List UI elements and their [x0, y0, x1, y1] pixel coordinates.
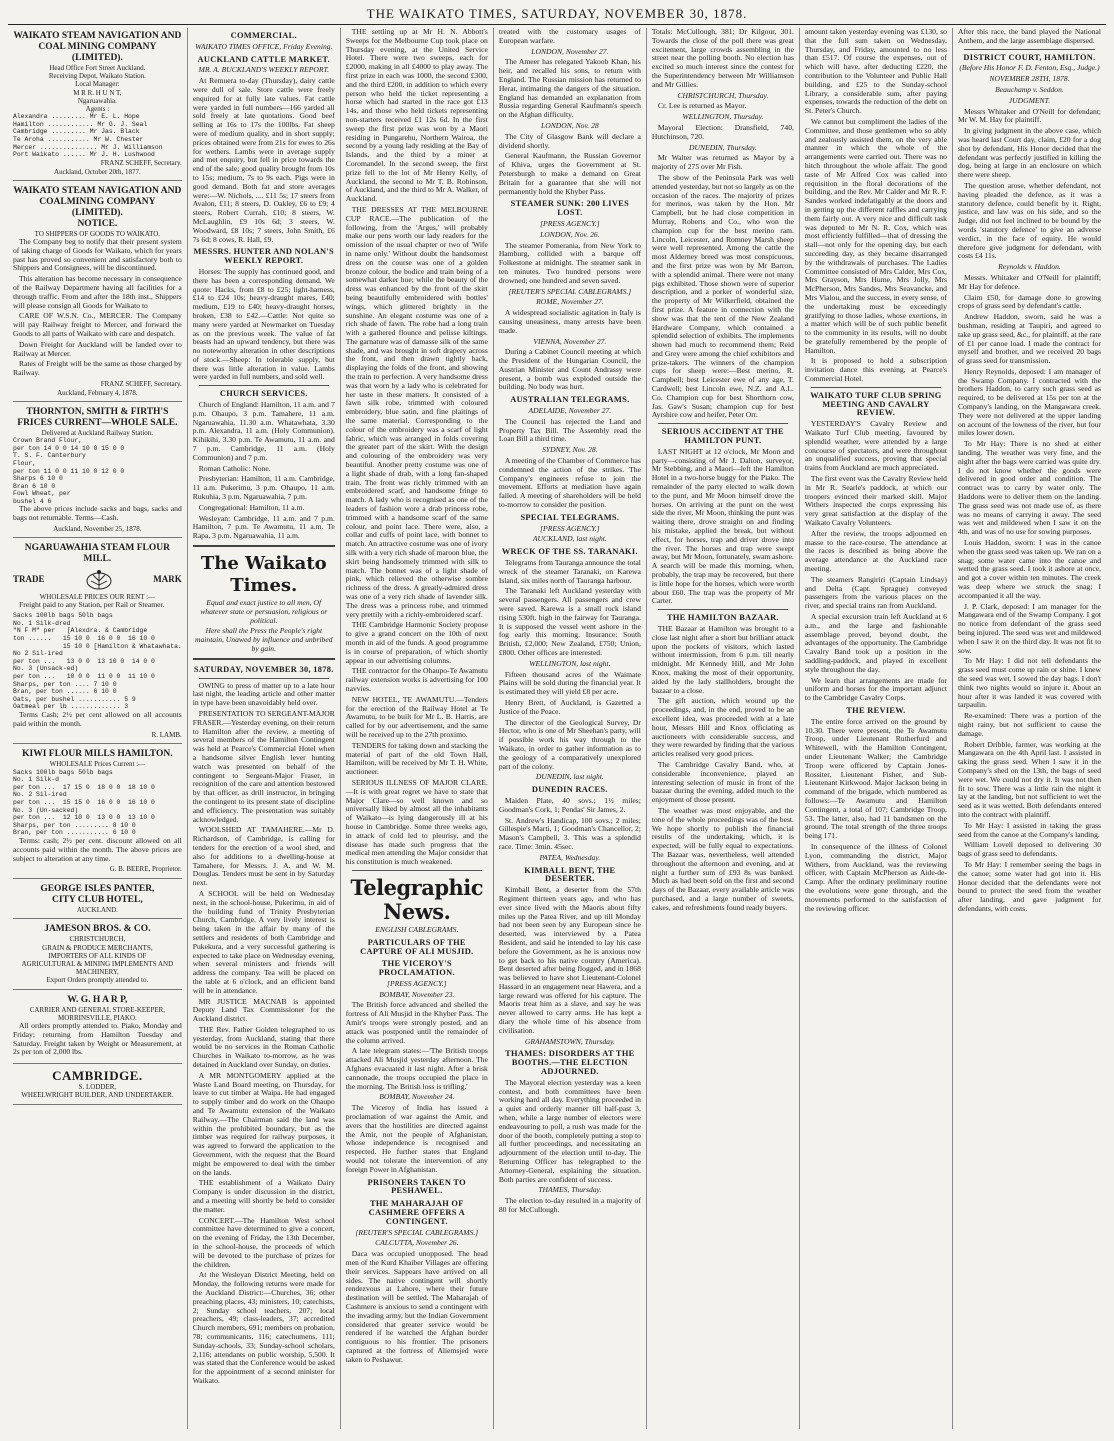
ad-line: Auckland, October 20th, 1877. [54, 167, 141, 176]
ad-subtitle: TO SHIPPERS OF GOODS TO WAIKATO. [34, 229, 161, 238]
ad-line: Te Aroha ........... Mr W. Chester [13, 136, 144, 143]
article-paragraph: We learn that arrangements are made for uniform and horses for the important adjunct to the Cambridge Cavalry Corps. [804, 675, 947, 703]
article-paragraph: The gift auction, which wound up the proceedings, and, in the end, proved to be an excellent idea, was proceeded with at a late hour, Messrs Hill and Knox officiating as auctioneers with considerable success, and they were rewarded by finding that the various articles realised very good prices. [651, 696, 794, 759]
ad-text: CARE OF W.S.N. Co., MERCER. The Company will pay Railway freight to Mercer, and forward the Goods to all parts of Waikato with care and despatch. [13, 311, 182, 338]
article-paragraph: treated with the customary usages of European warfare. [498, 27, 641, 45]
dateline: THAMES, Thursday. [538, 1185, 602, 1195]
ad-line: Port Waikato ...... Mr J. H. Lushwood [13, 151, 155, 159]
ad-jameson-bros [13, 921, 182, 989]
dateline: BOMBAY, November 24. [379, 1092, 455, 1102]
ad-text: All orders promptly attended to. Piako, Monday and Friday; returning from Hamilton Tuesday and Saturday. Freight taken by Weight or Measurement, at 2s per ton of 2,000 lbs. [13, 1020, 182, 1057]
ad-ngaruawahia-flour-mill [13, 540, 182, 744]
masthead [8, 4, 1106, 25]
section-heading: THE VICEROY'S PROCLAMATION. [378, 959, 455, 978]
article-paragraph: amount taken yesterday evening was £130, so that the full sum taken on Wednesday, Thursday, and Friday, amounted to no less than £517. Of course the expenses, out of which will have, after deducting £220, the contribution to the Volunteer and Public Hall building, and £25 to the Sunday-school Library, a considerable sum, after paying expenses, towards the reduction of the debt on St. Peter's Church. [804, 27, 947, 116]
article-paragraph: Totals: McCullough, 381; Dr Kilgour, 301. Towards the close of the poll there was great excitement, large crowds assembling in the street near the polling booth. No election has excited so much interest since the contest for the Superintendency between Mr Williamson and Mr Gillies. [651, 27, 794, 89]
ad-subtitle: CHRISTCHURCH, [69, 935, 126, 944]
article-paragraph: Horses: The supply has continued good, and there has been a corresponding demand. We quote: Hacks, from £8 to £25; light-harness, £14 to £24 10s; heavy-draught mares, £40; medium, £19 to £40; heavy-draught horses, broken, £38 to £42.—Cattle: Not quite so many were yarded at Newmarket on Tuesday as on the previous week. The value of fat beasts had an upward tendency, but there was no noteworthy alteration in other descriptions of stock.—Sheep: In tolerable supply, but there was little alteration in value. Lambs were yarded in full numbers, and sold well. [192, 266, 335, 382]
ad-subtitle: CARRIER AND GENERAL STORE-KEEPER, [29, 1005, 166, 1014]
ad-line: AGRICULTURAL & MINING IMPLEMENTS AND MACHINERY, [21, 959, 174, 977]
section-subheading: MR. A. BUCKLAND'S WEEKLY REPORT. [198, 65, 330, 75]
divider [199, 678, 329, 679]
section-heading: PARTICULARS OF THE CAPTURE OF ALI MUSJID. [360, 937, 474, 956]
ad-line: ton ...... 15 10 0 16 0 0 16 10 0 [13, 635, 155, 643]
dateline: SYDNEY, Nov. 28. [542, 445, 598, 455]
article-paragraph: THE establishment of a Waikato Dairy Company is under discussion in the district, and a meeting will shortly be held to consider the matter. [192, 1178, 335, 1214]
newspaper-motto: Equal and exact justice to all men, Of whatever state or persuasion, religious or political. [200, 598, 328, 625]
ad-line: Bran, per ton ...... 6 10 0 [13, 688, 117, 696]
article-paragraph: Fifteen thousand acres of the Waimate Plains will be sold during the financial year. It is estimated they will yield £8 per acre. [498, 669, 641, 697]
section-subheading: [PRESS AGENCY.] [387, 978, 447, 988]
ad-signature: R. LAMB. [151, 730, 182, 739]
article-paragraph: WOOLSHED AT TAMAHERE.—Mr D. Richardson, of Cambridge, is calling for tenders for the erection of a wool shed, and also for additions to a dwelling-house at Tamahere, for Messrs. J. A. and W. M. Douglas. Tenders must be sent in by Saturday next. [192, 825, 335, 888]
ad-line: Ngaruawahia. [77, 96, 117, 105]
article-paragraph: The steamer Pomerania, from New York to Hamburg, collided with a barque off Folkestone at midnight. The steamer sank in ten minutes. Two hundred persons were drowned; one hundred and seven saved. [498, 240, 641, 285]
trademark-label: TRADE [13, 573, 45, 584]
case-title: Reynolds v. Haddon. [998, 262, 1061, 272]
divider [658, 423, 788, 424]
ad-line: Hamilton ............ Mr G. J. Seal [13, 120, 148, 128]
dateline: DUNEDIN, last night. [535, 772, 604, 782]
section-heading: AUSTRALIAN TELEGRAMS. [510, 395, 630, 405]
ad-line: No. 3 (Un-sacked) [13, 806, 79, 814]
ad-line: 15 10 0 [Hamilton & Whatawhata. [13, 642, 182, 650]
ad-text: Down Freight for Auckland will be landed over to Railway at Mercer. [13, 339, 182, 358]
article-paragraph: In consequence of the illness of Colonel Lyon, commanding the district, Major Withers, from Auckland, was the reviewing officer, with Captain McPherson as Aide-de-Camp. After the ordinary preliminary routine the evolutions were gone through, and the movements performed to the satisfaction of the reviewing officer. [804, 841, 947, 913]
ad-line: Agents : [85, 105, 110, 114]
section-heading: SERIOUS ACCIDENT AT THE HAMILTON PUNT. [661, 427, 784, 446]
dateline: DUNEDIN, Thursday. [689, 142, 757, 152]
article-paragraph: Daca was occupied unopposed. The head men of the Kurd Khaiber Villages are offering their services. Sappears have arrived on all sides. The native contingent will shortly rendezvous at Lahore, where their future destination will be settled. The Maharajah of Cashmere is anxious to send a contingent with the invading army, but the Indian Government considered that greater service would be rendered if he watched the Afghan border contiguous to his frontier. The prisoners captured at the fortress of Aliemsjed were taken to Peshawur. [345, 1249, 488, 1364]
article-paragraph: The Cambridge Cavalry Band, who, at considerable inconvenience, played an interesting selection of music in front of the bazaar during the evening, added much to the enjoyment of those present. [651, 759, 794, 805]
column-7 [953, 28, 1106, 1429]
article-paragraph: Church of England: Hamilton, 11 a.m. and 7 p.m. Ohaupo, 3 p.m. Tamahere, 11 a.m. Ngaruawahia, 11.30 a.m. Whatawhata, 3.30 p.m. Alexandra, 11 a.m. (Holy Communion). Kihikihi, 3.30 p.m. Te Awamutu, 11 a.m. and 7 p.m. Cambridge, 11 a.m. (Holy Communion) and 7 p.m. [192, 400, 335, 462]
ad-line: Bran, per ton ........... 6 10 0 [13, 829, 136, 837]
section-heading: CHURCH SERVICES. [219, 389, 308, 399]
section-subheading: (Before His Honor F. D. Fenton, Esq., Judge.) [959, 63, 1100, 73]
ad-title: W. G. H A R P, [67, 994, 128, 1005]
ad-line: per ton ... 13 0 0 13 10 0 14 0 0 [13, 657, 155, 665]
ad-line: GRAIN & PRODUCE MERCHANTS, [42, 943, 153, 952]
article-paragraph: A special excursion train left Auckland at 6 a.m., and the large and fashionable assemblage proved, beyond doubt, the advantages of the opportunity. The Cambridge Cavalry Band took up a position in the saddling-paddock, and played in excellent style throughout the day. [804, 612, 947, 674]
article-paragraph: Messrs Whitaker and O'Neill for defendant; Mr W. M. Hay for plaintiff. [957, 106, 1101, 125]
article-paragraph: The steamers Rangiriri (Captain Lindsay) and Delta (Capt. Sprague) conveyed passengers from the various places on the river, and special trains ran from Auckland. [804, 574, 947, 611]
section-subheading: JUDGMENT. [1008, 95, 1051, 105]
section-subheading: WAIKATO TIMES OFFICE, Friday Evening. [195, 41, 333, 51]
ad-line: per ton 14 0 0 14 10 0 15 0 0 [13, 444, 125, 452]
article-paragraph: A SCHOOL will be held on Wednesday next, in the school-house, Pukerimu, in aid of the building fund of Trinity Presbyterian Church, Cambridge. A very lively interest is being taken in the affair by many of the settlers and residents of both Cambridge and Pukekura, and a very successful gathering is expected to take place on Wednesday evening, when several ministers and friends will address the company. Tea will be placed on the table at 6 o'clock, and an efficient band will be in attendance. [192, 888, 335, 995]
section-subheading: [REUTER'S SPECIAL CABLEGRAMS.] [508, 286, 632, 296]
ad-line: No. 1 Silk-dred [13, 619, 71, 627]
article-paragraph: THE contractor for the Ohaupo-Te Awamutu railway extension works is advertising for 100 navvies. [345, 666, 488, 693]
ad-text: Freight paid to any Station, per Rail or Steamer. [19, 600, 165, 610]
divider [658, 609, 788, 610]
ad-text: Terms Cash; 2½ per cent allowed on all accounts paid within the month. [13, 710, 182, 728]
ad-line: Fowl Wheat, per [13, 490, 71, 498]
section-subheading: [PRESS AGENCY.] [540, 523, 600, 533]
ad-line: Head Office Fort Street Auckland. [49, 64, 146, 72]
newspaper-banner: The Waikato Times. [200, 553, 327, 597]
article-paragraph: The Mayoral election yesterday was a keen contest, and both committees have been working hard all day. Everything proceeded in a quiet and orderly manner till half-past 3, when, while a large number of electors were endeavouring to poll, a rush was made for the door of the booth, completely putting a stop to all further proceedings, and necessitating an adjournment of the election until to-day. The Returning Officer has telegraphed to the Attorney-General, explaining the situation. Both parties are confident of success. [498, 1077, 641, 1184]
article-paragraph: THE Cambridge Harmonic Society propose to give a grand concert on the 10th of next month in aid of the funds. A good programme is in course of preparation, of which shortly appear in our advertising columns. [345, 620, 488, 665]
ad-line: per ton ... 12 10 0 13 0 0 13 10 0 [13, 814, 155, 822]
article-paragraph: THE settling up at Mr H. N. Abbott's Sweeps for the Melbourne Cup took place on Thursday evening, at the United Service Hotel. There were two sweeps, each for £2000, making in all £4000 to play away. The first prize in each was 1000, the second £300, and the third £200, in addition to which every person who held the ticket representing a horse which had started in the race got £13 14s, and those who held tickets representing non-starters received £1 12s 6d. In the first sweep the first prize was won by a Maori residing in Pungarehu, Northern Wairoa, the second by a young lady residing at the Bay of Islands, and the third by a miner at Coromandel. In the second sweep, the first prize fell to the lot of Mr Henry Kelly, of Auckland, the second to Mr T. B. Robinson, of Auckland, and the third to Mr A. Walker, of Auckland. [345, 27, 488, 204]
telegraphic-news-heading: Telegraphic News. [350, 874, 484, 924]
section-heading: AUCKLAND CATTLE MARKET. [197, 54, 330, 64]
ad-title: KIWI FLOUR MILLS HAMILTON. [22, 749, 173, 760]
article-paragraph: The Ameer has relegated Yakoob Khan, his heir, and recalled his sons, to return with England. The Russian mission has returned to Herat, intimating the dangers of the situation. England has demanded an explanation from Russia regarding General Kaufmann's speech on the Afghan difficulty. [498, 57, 641, 120]
article-paragraph: To Mr Hay: I did not tell defendants the grass seed must come up rain or shine. I knew the seed was wet. I sowed the day bags. I don't think two nights would so injure it. About an hour after it was landed it was covered with tarpaulin. [957, 656, 1101, 710]
ad-line: No. 3 (Unsack-ed) [13, 665, 79, 673]
section-heading: COMMERCIAL. [230, 31, 297, 40]
ad-line: "N F M" per [Alexdra. & Cambridge [13, 627, 148, 635]
article-paragraph: The entire force arrived on the ground by 10.30. There were present, the Te Awamutu Troop, under Lieutenant Rutherfurd and Whitewell, with the Hamilton Contingent, under Lieutenant Walker; the Cambridge Troop were officered by Captain Jones-Rossiter, Lieutenant Fisher, and Sub-Lieutenant Kirkwood. Major Jackson being in command of the brigade, which numbered as follows:—Te Awamutu and Hamilton Contingent, a total of 107; Cambridge Troop, 53. The latter, also, had 11 bandsmen on the ground. The total strength of the three troops being 171. [804, 716, 947, 841]
column-1 [8, 28, 188, 1429]
article-paragraph: Roman Catholic: None. [198, 463, 271, 473]
dateline: LONDON, Nov. 28 [541, 120, 599, 130]
section-heading: KIMBALL BENT, THE DESERTER. [524, 865, 616, 884]
ad-text: This alteration has become necessary in consequence of the Railway Department having all facilities for a through traffic. From and after the 18th inst., Shippers will please consign all Goods for Waikato to [13, 274, 182, 310]
divider [964, 49, 1095, 50]
dateline: VIENNA, November 27. [533, 336, 607, 346]
column-6 [800, 28, 953, 1429]
article-paragraph: Claim £50, for damage done to growing crops of grass seed by defendant's cattle. [957, 292, 1101, 311]
section-subheading: [PRESS AGENCY.] [540, 218, 600, 228]
ad-title: WAIKATO STEAM NAVIGATION AND COALMINING COMPANY (LIMITED). [13, 185, 182, 218]
column-2 [188, 28, 341, 1429]
article-paragraph: Robert Dribble, farmer, was working at the Mangawara on the 4th April last. I assisted in taking the grass seed. When I saw it in the Company's shed on the 13th, the bags of seed were wet. We could not dry it. It was not then fit to sow. There was a little rain the night it lay at the landing, but not sufficient to wet the seed as it was wetted. Both defendants entered into the contract with plaintiff. [957, 739, 1101, 819]
ad-line: T. S. F. Canterbury [13, 452, 86, 460]
article-paragraph: After the review, the troops adjourned en masse to the race-course. The attendance at the races is described as being above the average attendance at the Auckland race meeting. [804, 528, 947, 574]
article-paragraph: MR JUSTICE MACNAB is appointed Deputy Land Tax Commissioner for the Auckland district. [192, 996, 335, 1024]
dateline: AUCKLAND, last night. [532, 534, 607, 544]
column-5 [647, 28, 800, 1429]
ad-line: Alexandra ......... Mr E. L. Hope [13, 113, 140, 121]
wheatsheaf-emblem-icon [79, 567, 119, 591]
article-paragraph: The question arose, whether defendant, not having pleaded the defence, as it was a statutory defence, could benefit by it. Right, justice, and law was on his side, and so the Judge, did not feel inclined to be bound by the words 'statutory defence' to give an adverse verdict, in the face of equity. He would therefore give judgment for defendant, with costs £4 11s. [957, 180, 1101, 261]
divider [193, 658, 335, 662]
ad-title: JAMESON BROS. & CO. [44, 924, 151, 935]
article-paragraph: During a Cabinet Council meeting at which the President of the Hungarian Council, the Austrian Minister and Count Andrassy were present, a bomb was exploded outside the building. No body was hurt. [498, 347, 641, 392]
ad-thornton-smith-firth [13, 404, 182, 538]
article-paragraph: Mayoral Election: Dransfield, 740, Hutchinson, 720. [651, 122, 794, 141]
ad-line: Mercer ............... Mr J. Williamson [13, 143, 163, 151]
ad-title: THORNTON, SMITH & FIRTH'S FRICES CURRENT—WHOLE SALE. [17, 406, 178, 428]
article-paragraph: Messrs. Whitaker and O'Neill for plaintiff; Mr Hay for defence. [957, 272, 1101, 291]
columns [8, 28, 1106, 1429]
dateline: GRAHAMSTOWN, Thursday. [524, 1036, 615, 1046]
ad-line: Local Manager: [75, 80, 120, 89]
ad-title: CAMBRIDGE. [52, 1068, 143, 1084]
ad-signature: FRANZ SCHEFF, Secretary. [100, 379, 182, 388]
article-paragraph: It is proposed to hold a subscription invitation dance this evening, at Pearce's Commercial Hotel. [804, 356, 947, 384]
dateline: ROME, November 27. [536, 297, 604, 307]
dateline: WELLINGTON, last night. [529, 658, 611, 668]
article-paragraph: St. Andrew's Handicap, 100 sovs.; 2 miles; Gillespie's Marti, 1; Goodman's Chancellor, 2; Mason's Campbell, 3. This was a splendid race. Time: 3min. 45sec. [498, 815, 641, 851]
article-paragraph: OWING to press of matter up to a late hour last night, the leading article and other matter in type have been unavoidably held over. [192, 680, 335, 708]
article-paragraph: THE DRESSES AT THE MELBOURNE CUP RACE.—The publication of the following, from the 'Argus,' will probably make our pens worth our lady readers for the omission of the usual chapter or two of 'Wife in name only.' Without doubt the handsomest dress on the course was one of a golden bronze colour, the bodice and train being of a somewhat darker hue; while the beauty of the dress was enhanced by the front of the skirt being beautifully embroidered with bottles' wings, which glittered brightly in the sunshine. An elegant costume was one of a rich shade of fawn. The robe had a long train with a gathered flounce and pelisse kiltings. The garnature was of damasse silk of the same shade, and was brought in soft drapery across the front, and then drawn tightly back, displaying the folds of the front, and showing the train to perfection. A very handsome dress was that worn by a lady who is celebrated for her taste in these matters. It consisted of a fawn silk robe, trimmed with coloured embroidery, blue satin, and fine plaitings of the same material. Corresponding to the colour of the embroidery was a scarf of light fabric, which was arranged in folds covering the greater part of the skirt. With the design and colouring of the embroidery was very beautiful. Another pretty costume was one of a light shade of drab, with a long fan-shaped train. The front was richly trimmed with an embroidered scarf, and handsome fringe to match. A lady who is recognised as one of the leaders of fashion wore a drab princess robe, trimmed with a handsome scarf of the same colour, and point lace. There were, also, a collar and cuffs of point lace, with bonnet to match. An attractive costume was one of ivory silk with a very rich shade of maroon blue, the skirt being handsomely trimmed with silk to match. The bonnet was of a light shade of pink, which relieved the otherwise sombre richness of the dress. A greatly-admired dress was one of a very rich shade of lavender silk. The dress was a princess robe, and trimmed very prettily with a richly-embroidered scarf. [345, 204, 488, 619]
ad-line: Oatmeal per lb ............. 3 [13, 703, 129, 711]
ad-subtitle: S. LODDER, [78, 1083, 117, 1092]
ad-line: per ton ... 10 0 0 11 0 0 11 10 0 [13, 673, 155, 681]
article-paragraph: The show of the Peninsula Park was well attended yesterday, but not so largely as on the occasion of the races. The majority of prizes for merinos, was taken by the Hon. Mr Campbell, but he had close competition in Murray, Roberts and Co., who won the champion cup for the best merino ram. Lincoln, Leicester, and Romney Marsh sheep were well represented. Among the cattle the most Alderney breed was most conspicuous, and the first prize was won by Mr Barron, with a splendid animal. There were not many pigs exhibited. Those shown were of superior description, and a porker of wonderful size, the property of Mr Wilkerfield, obtained the first prize. A feature in connection with the show was that the tent of the New Zealand Hardware Company, which contained a splendid selection of exhibits. The implements shown had much to recommend them; Reid and Grey were among the chief exhibitors and prize-takers. The winners of the champion cups for sheep were:—Best merino, R. Campbell; best Leicester ewe of any age, T. Cardwell; best Lincoln ewe, N.Z. and A.L. Co. Champion cup for best Shorthorn cow, Jas. Gaw's Susan; champion cup for best Ayrshire cow and heifer, Peter Orr. [651, 172, 794, 420]
section-heading: WAIKATO TURF CLUB SPRING MEETING AND CAVALRY REVIEW. [810, 390, 942, 418]
article-paragraph: The election to-day resulted in a majority of 80 for McCullough. [498, 1196, 641, 1215]
column-4 [494, 28, 647, 1429]
ad-waikato-steam-navigation [13, 28, 182, 181]
article-paragraph: Louis Haddon, sworn: I was in the canoe when the grass seed was taken up. We ran on a snag; some water came into the canoe and wetted the grass seed. I took it ashore at once, and got a cover within ten minutes. The creek was deep where we struck the snag; I accompanied it all the way. [957, 538, 1101, 600]
ad-title: GEORGE ISLES PANTER, [40, 884, 155, 895]
section-subheading: [REUTER'S SPECIAL CABLEGRAMS.] [355, 1227, 479, 1237]
ad-date: Auckland, November 25, 1878. [53, 525, 142, 534]
ad-place: AUCKLAND. [76, 906, 118, 915]
article-paragraph: A late telegram states:—'The British troops attacked Ali Musjid yesterday afternoon. The Afghans evacuated it last night. After a brisk cannonade, the troops occupied the place in the morning. The British loss is trifling.' [345, 1046, 488, 1091]
article-paragraph: William Lovell deposed to delivering 30 bags of grass seed to defendants. [957, 840, 1101, 859]
ad-place: MORRINSVILLE, PIAKO. [58, 1013, 137, 1022]
section-heading: DISTRICT COURT, HAMILTON. [963, 52, 1096, 62]
article-paragraph: General Kaufmann, the Russian Governor of Khiva, urges the Government at St. Petersburgh to make a demand on Great Britain for a guarantee that she will not permanently hold the Khyber Pass. [498, 151, 641, 196]
article-paragraph: THE Bazaar at Hamilton was brought to a close last night after a short but brilliant attack upon the pockets of visitors, which lasted without intermission, from 6 p.m. till nearly midnight. Mr Kennedy Hill, and Mr John Knox, making the most of their opportunity, aided by the lady stallholders, brought the bazaar to a close. [651, 624, 794, 695]
dateline: ADELAIDE, November 27. [528, 406, 612, 416]
article-paragraph: NEW HOTEL, TE AWAMUTU.—Tenders for the erection of the Railway Hotel at Te Awamutu, to be built for Mr L. B. Harris, are called for by our advertisement, and the same will be received up to the 27th proximo. [345, 694, 488, 739]
newspaper-page [8, 4, 1106, 1429]
ad-line: Sharps 6 10 0 [13, 475, 63, 483]
ad-line: No 2 Sil-ired [13, 650, 63, 658]
ad-date: Auckland, February 4, 1878. [57, 388, 138, 397]
article-paragraph: Congregational: Hamilton, 11 a.m. [198, 502, 305, 512]
column-3 [341, 28, 494, 1429]
article-paragraph: In giving judgment in the above case, which was heard last Court day, claim, £20 for a dog shot by defendant, His Honor decided that the defendant was perfectly justified in killing the dog, being at large in an enclosure on which there were sheep. [957, 126, 1101, 180]
section-heading: MESSRS. HUNTER AND NOLAN'S WEEKLY REPORT. [193, 247, 334, 266]
ad-line: Receiving Depot, Waikato Station. [48, 72, 146, 81]
dateline: NOVEMBER 28TH, 1878. [989, 74, 1070, 84]
article-paragraph: Wesleyan: Cambridge, 11 a.m. and 7 p.m. Hamilton, 7 p.m. Te Awamutu, 11 a.m. Te Rapa, 3 p.m. Ngaruawahia, 11 a.m. [192, 513, 335, 541]
article-paragraph: Re-examined: There was a portion of the night rainy, but not sufficient to cause the damage. [957, 711, 1101, 738]
ad-line: Sacks 100lb bags 50lb bags [13, 768, 113, 776]
article-paragraph: Telegrams from Tauranga announce the total wreck of the steamer Taranaki, on Karewa Island, six miles north of Tauranga harbour. [498, 558, 641, 585]
article-paragraph: Mr Walter was returned as Mayor by a majority of 275 over Mr Fish. [651, 153, 794, 172]
ad-notice: NOTICE. [77, 218, 118, 229]
article-paragraph: The director of the Geological Survey, Dr Hector, who is one of Mr Sheehan's party, will if possible work his way through to the Waikato, in order to gather information as to the geology of a comparatively unexplored part of the colony. [498, 717, 641, 771]
dateline: LONDON, Nov. 26. [540, 229, 600, 239]
dateline: BOMBAY, November 23. [379, 989, 455, 999]
article-paragraph: The Viceroy of India has issued a proclamation of war against the Amir, and avers that the hostilities are directed against the Amir, not the people of Afghanistan, whose independence is recognised and respected. He further states that England would not tolerate the intervention of any foreign Power in Afghanistan. [345, 1103, 488, 1174]
article-paragraph: Kimball Bent, a deserter from the 57th Regiment thirteen years ago, and who has ever since lived with the Maoris about fifty miles up the Patea River, and up till Monday had not been seen by any European since he deserted, was interviewed by a Patea Resident, and said he intended to lay his case before the Government, as he is anxious now to get back to his native country (America). Bent deserted after being flogged, and in 1868 was believed to have shot Lieutenant-Colonel Hassard in an engagement near Hawera, and a large reward was offered for his capture. The Maoris treat him as a slave, and say he was never allowed to carry arms. He has kept a diary the whole time of his absence from civilisation. [498, 885, 641, 1035]
divider [352, 870, 482, 871]
trademark-row [13, 565, 182, 593]
article-paragraph: The Taranaki left Auckland yesterday with several passengers. All passengers and crew were saved. Karewa is a small rock island rising 530ft. high in the fairway for Tauranga. It is supposed the vessel went ashore in the fog early this morning. Insurance: South British, £2,000; New Zealand, £750; Union, £800. Other offices are interested. [498, 586, 641, 657]
article-paragraph: To Mr Hay: I assisted in taking the grass seed from the canoe at the Company's landing. [957, 820, 1101, 839]
ad-line: IMPORTERS OF ALL KINDS OF [48, 951, 147, 960]
section-heading: THE REVIEW. [846, 705, 906, 715]
case-title: Beauchamp v. Seddon. [995, 84, 1064, 94]
article-paragraph: A widespread socialistic agitation in Italy is causing uneasiness, many arrests have been made. [498, 308, 641, 335]
article-paragraph: The weather was most enjoyable, and the tone of the whole proceedings was of the best. We hope shortly to publish the financial results of the undertaking, which, it is expected, will be fully equal to expectations. The Bazaar was, nevertheless, well attended throughout the afternoon and evening, and at night a further sum of £93 8s was banked. Much as had been sold on the first and second days of the Bazaar, every available article was purchased, and a large number of sweets, cakes, and refreshments found ready buyers. [651, 805, 794, 912]
article-paragraph: Henry Reynolds, deposed: I am manager of the Swamp Company. I contracted with the brothers Haddon, to carry such grass seed as required, to be delivered at 15s per ton at the Company's landing, on the Mangawara creek. They were not delivered at the upper landing on account of the lowness of the river, but four miles lower down. [957, 366, 1101, 438]
ad-line: Bran 6 10 0 [13, 482, 56, 490]
article-paragraph: To Mr Hay: I remember seeing the bags in the canoe; some water had got into it. His Honor decided that the defendants were not bound to protect the seed from the weather after landing, and gave judgment for defendants, with costs. [957, 859, 1101, 913]
ad-navigation-notice [13, 183, 182, 402]
ad-kiwi-flour-mills [13, 746, 182, 879]
ad-line: WHEELWRIGHT BUILDER, AND UNDERTAKER. [21, 1091, 174, 1100]
ad-subtitle: WHOLESALE PRICES OUR RENT :— [39, 593, 156, 602]
ad-title: NGARUAWAHIA STEAM FLOUR MILL. [24, 543, 170, 565]
dateline: CHRISTCHURCH, Thursday. [677, 90, 769, 100]
ad-line: M R R. H U N T, [73, 88, 122, 97]
section-heading: DUNEDIN RACES. [531, 785, 608, 795]
dateline: PATEA, Wednesday. [539, 852, 601, 862]
ad-line: Flour, [13, 459, 37, 467]
ad-line: No. 1 Silk-d [13, 776, 60, 784]
article-paragraph: J. P. Clark, deposed: I am manager for the Mangawara end of the Swamp Company. I got no notice from defendant of the grass seed being injured. The seed was wet and mildewed when I saw it on the third day. It was not fit to sow. [957, 601, 1101, 655]
dateline: SATURDAY, NOVEMBER 30, 1878. [193, 664, 334, 674]
section-heading: WRECK OF THE SS. TARANAKI. [501, 547, 638, 557]
article-paragraph: SERIOUS ILLNESS OF MAJOR CLARE.—It is with great regret we have to state that Major Clare—so well known and so universally liked by almost all the inhabitants of Waikato—is lying dangerously ill at his house in Cambridge. Some three weeks ago, in attack of cold led to pleurisy, and the disease has made such progress that the medical men attending the Major consider that his constitution is much weakened. [345, 777, 488, 867]
ad-line: Cambridge ......... Mr Jas. Black [13, 128, 140, 136]
newspaper-motto: Here shall the Press the People's right maintain, Unawed by influence and unbribed by gain. [195, 626, 333, 654]
article-paragraph: Henry Brett, of Auckland, is Gazetted a Justice of the Peace. [498, 697, 641, 716]
section-heading: STEAMER SUNK: 200 LIVES LOST. [510, 199, 630, 218]
article-paragraph: At the Wesleyan District Meeting, held on Monday, the following returns were made for the Auckland District:—Churches, 36; other preaching places, 43; ministers, 10; catechists, 2; Sunday school teachers, 207; local preachers, 49; class-leaders, 37; accredited Church members, 691; members on probation, 78; communicants, 116; catechumens, 111; Sunday-schools, 33; Sunday-school scholars, 2,116; attendants on public worship, 5,500. It was stated that the Conference would be asked for the appointment of a second minister for Waikato. [192, 1270, 335, 1385]
article-paragraph: The City of Glasgow Bank will declare a dividend shortly. [498, 131, 641, 150]
ad-subtitle: WHOLESALE Prices Current :— [49, 760, 146, 769]
ad-line: per ton ... 15 15 0 16 0 0 16 10 0 [13, 798, 155, 806]
ad-line: bushel 4 6 [13, 497, 52, 505]
ad-line: FRANZ SCHEFF, Secretary. [100, 158, 182, 167]
article-paragraph: Andrew Haddon, sworn, said he was a bushman, residing at Taupiri, and agreed to take up grass seed, &c., for plaintiff, at the rate of £1 per canoe load. I made the contract for myself and brother, and we received 20 bags of grass seed for transmission. [957, 312, 1101, 366]
section-heading: SPECIAL TELEGRAMS. [520, 512, 620, 522]
article-paragraph: We cannot but compliment the ladies of the Committee, and those gentlemen who so ably and zealously assisted them, on the very able manner in which the whole of the arrangements were carried out. There was no hitch throughout the whole affair. The good taste of Mr Alfred Cox was called into requisition in the floral decorations of the building, and the Rev. Mr Calder and Mr R. F. Sandes worked indefatigably at the doors and in getting up the different raffles and carrying them fairly out. A very nice and difficult task was deputed to Mr N. R. Cox, which was most efficiently fulfilled—that of dressing the stall—not only for the opening day, but each succeeding day, as they became disarranged by the withdrawals of purchases. The Ladies Committee consisted of Mrs Calder, Mrs Cox, Mrs Grayson, Mrs Hume, Mrs Jolly, Mrs McPherson, Mrs Sandes, Mrs Seavancke, and Mrs Vialou, and the success, in every sense, of the undertaking must be exceedingly gratifying to those ladies, whose exertions, in a matter which will be of such public benefit to the community in its results, will no doubt be gratefully remembered by the people of Hamilton. [804, 116, 947, 355]
article-paragraph: Cr. Lee is returned as Mayor. [657, 101, 747, 111]
ad-line: Sharps, per ton ......... 8 10 0 [13, 821, 136, 829]
ad-lodder-cambridge [13, 1066, 182, 1104]
dateline: LONDON, November 27. [531, 46, 609, 56]
article-paragraph: PRESENTATION TO SERGEANT-MAJOR FRASER.—Yesterday evening, on their return to Hamilton after the review, a meeting of several members of the Hamilton Contingent was held at Pearce's Commercial Hotel when a handsome silver English lever hunting watch was presented on behalf of the contingent to Sergeant-Major Fraser, in recognition of the care and attention bestowed by that officer, as drill instructor, in bringing the contingent to its present state of discipline and efficiency. The presentation was suitably acknowledged. [192, 709, 335, 824]
section-subheading: ENGLISH CABLEGRAMS. [375, 924, 459, 934]
article-paragraph: YESTERDAY'S Cavalry Review and Waikato Turf Club meeting, favoured by splendid weather, were attended by a large concourse of spectators, and were throughout an unqualified success, proving that special trains from Auckland are much appreciated. [804, 419, 947, 473]
ad-title: WAIKATO STEAM NAVIGATION AND COAL MINING COMPANY (LIMITED). [13, 31, 182, 63]
ad-subtitle: CITY CLUB HOTEL, [52, 895, 143, 906]
ad-harp-carrier [13, 992, 182, 1065]
article-paragraph: The Council has rejected the Land and Property Tax Bill. The Assembly read the Loan Bill a third time. [498, 416, 641, 444]
ad-line: No. 2 Sil-ired [13, 791, 67, 799]
divider [811, 387, 941, 388]
section-heading: THE HAMILTON BAZAAR. [666, 613, 779, 623]
ad-line: Export Orders promptly attended to. [46, 976, 149, 985]
article-paragraph: After this race, the band played the National Anthem, and the large assemblage dispersed. [957, 27, 1101, 45]
divider [199, 385, 329, 386]
article-paragraph: THE Rev. Father Golden telegraphed to us yesterday, from Auckland, stating that there would be no services in the Roman Catholic Churches in Waikato to-morrow, as he was detained in Auckland over Sunday, on duties. [192, 1024, 335, 1070]
article-paragraph: At Remuera to-day (Thursday), dairy cattle were dull of sale. Store cattle were freely enquired for at fully late values. Fat cattle were yarded in full numbers—166 yarded all sold freely at late quotations. Good beef selling at 16s to 17s the 100lbs. Fat sheep were of medium quality, and in short supply; prices obtained were from 21s for ewes to 26s for wethers. Lambs were in average supply and met enquiry, but fell in price towards the end of the sale; good quality brought from 10s to 15s; medium, 7s to 9s each. Pigs were in good demand. Both fat and store averages were:—W. Nichols, .... £11 5s; 17 steers from Avalon, £11; 8 steers, D. Oakley, £6 to £9; 4 steers, Robert Currah, £10; 8 steers, W. McLaughlin, £9 10s 6d; 3 steers, W. Woodward, £8 10s; 7 steers, John Smith, £6 7s 6d; 8 cows, R. Hall, £9. [192, 76, 335, 244]
section-heading: THE MAHARAJAH OF CASHMERE OFFERS A CONTINGENT. [368, 1199, 465, 1226]
divider [193, 545, 335, 549]
ad-line: Delivered at Auckland Railway Station. [41, 428, 154, 437]
article-paragraph: A MR MONTGOMERY applied at the Waste Land Board meeting, on Thursday, for leave to cut timber at Waipa. He had engaged to supply timber and do work on the Ohaupo and Te Awamutu extension of the Waikato Railway.—The Chairman said the land was within the prohibited boundary, but as the timber was required for railway purposes, it was agreed to forward the application to the Government, with the request that the Board might be empowered to deal with the timber on the lands. [192, 1070, 335, 1177]
article-paragraph: Presbyterian: Hamilton, 11 a.m. Cambridge, 11 a.m. Pukerimu, 3 p.m. Ohaupo, 11 a.m. Rukuhia, 3 p.m. Ngaruawahia, 7 p.m. [192, 474, 335, 502]
ad-text: Rates of Freight will be the same as those charged by Railway. [13, 359, 182, 378]
ad-text: The Company beg to notify that their present system of taking charge of Goods for Waikato, which for years past has proved so convenient and satisfactory both to Shippers and Consignees, will be discontinued. [13, 236, 182, 273]
section-heading: PRISONERS TAKEN TO PESHAWEL. [367, 1177, 466, 1196]
article-paragraph: To Mr Hay: There is no shed at either landing. The weather was very fine, and the night after the bags were carried was quite dry. I do not know whether the goods were delivered in good order and condition. The contract was to carry by water only. The Haddons were to deliver them on the landing. The grass seed was not made use of, as there was no means of carrying it away. The seed was wet and mildewed when I saw it on the 4th, and was of no use for sowing purposes. [957, 439, 1101, 537]
dateline: CALCUTTA, November 26. [375, 1238, 459, 1248]
article-paragraph: CONCERT.—The Hamilton West school committee have determined to give a concert, on the evening of Friday, the 13th December, in the school-house, the proceeds of which will be devoted to the purchase of prizes for the children. [192, 1215, 335, 1269]
ad-text: The above prices include sacks and bags, sacks and bags not returnable. Terms—Cash. [13, 504, 182, 523]
masthead-text: THE WAIKATO TIMES, SATURDAY, NOVEMBER 30, 1878. [366, 6, 748, 21]
article-paragraph: The British force advanced and shelled the fortress of Ali Musjid in the Khyber Pass. The Amir's troops were strongly posted, and an attack was postponed until the remainder of the column arrived. [345, 1000, 488, 1045]
ad-line: Sacks 100lb bags 50lb bags [13, 612, 113, 620]
dateline: WELLINGTON, Thursday. [682, 112, 764, 122]
ad-line: Crown Brand Flour, [13, 437, 83, 445]
ad-text: Terms: cash; 2½ per cent. discount allowed on all accounts paid within the month. The above prices are subject to alteration at any time. [13, 835, 182, 863]
article-paragraph: The first event was the Cavalry Review held in Mr R. Searle's paddock, at which our troopers evinced their marked skill. Major Withers inspected the corps expressing his very great satisfaction at the display of the Waikato Cavalry Volunteers. [804, 474, 947, 528]
section-heading: THAMES: DISORDERS AT THE BOOTHS.—THE ELECTION ADJOURNED. [505, 1049, 635, 1077]
ad-line: Sharps, per ton .... 7 10 0 [13, 680, 117, 688]
ad-line: per ton 11 0 0 11 10 0 12 0 0 [13, 467, 125, 475]
ad-city-club-hotel [13, 881, 182, 919]
ad-line: Oats, per bushel ........... 5 9 [13, 695, 136, 703]
article-paragraph: TENDERS for taking down and stacking the material of part of the old Town Hall, Hamilton, will be received by Mr T. H. White, auctioneer. [345, 740, 488, 777]
ad-line: per ton ... 17 15 0 18 0 0 18 10 0 [13, 783, 155, 791]
ad-signature: G. B. BEERE, Proprietor. [109, 865, 182, 874]
article-paragraph: Maiden Plate, 40 sovs.; 1½ miles; Goodman's Cork, 1; Pendas' Sir James, 2. [498, 795, 641, 814]
article-paragraph: LAST NIGHT at 12 o'clock, Mr Moon and party—consisting of Mr J. Dalton, surveyor, Mr Stebbing, and a Maori—left the Hamilton Hotel in a two-horse buggy for the Piako. The remainder of the party elected to walk down to the punt, and Mr Moon himself drove the horses. On arriving at the punt on the west side the river, Mr Moon, thinking the punt was waiting there, drove straight on and finding his mistake, applied the break, but without effect, for horses, trap and driver drove into the river. The horses and trap were swept away, but Mr Moon, fortunately, swam ashore. A search will be made this morning, when, probably, the trap may be recovered, but there is little hope for the horses, which were worth about £60. The trap was the property of Mr Carter. [651, 446, 794, 606]
trademark-label: MARK [153, 573, 182, 584]
article-paragraph: A meeting of the Chamber of Commerce has condemned the action of the strikes. The Company's engineers refuse to join the movement. Efforts at mediation have again failed. A meeting of shareholders will be held to-morrow to consider the position. [498, 456, 641, 510]
